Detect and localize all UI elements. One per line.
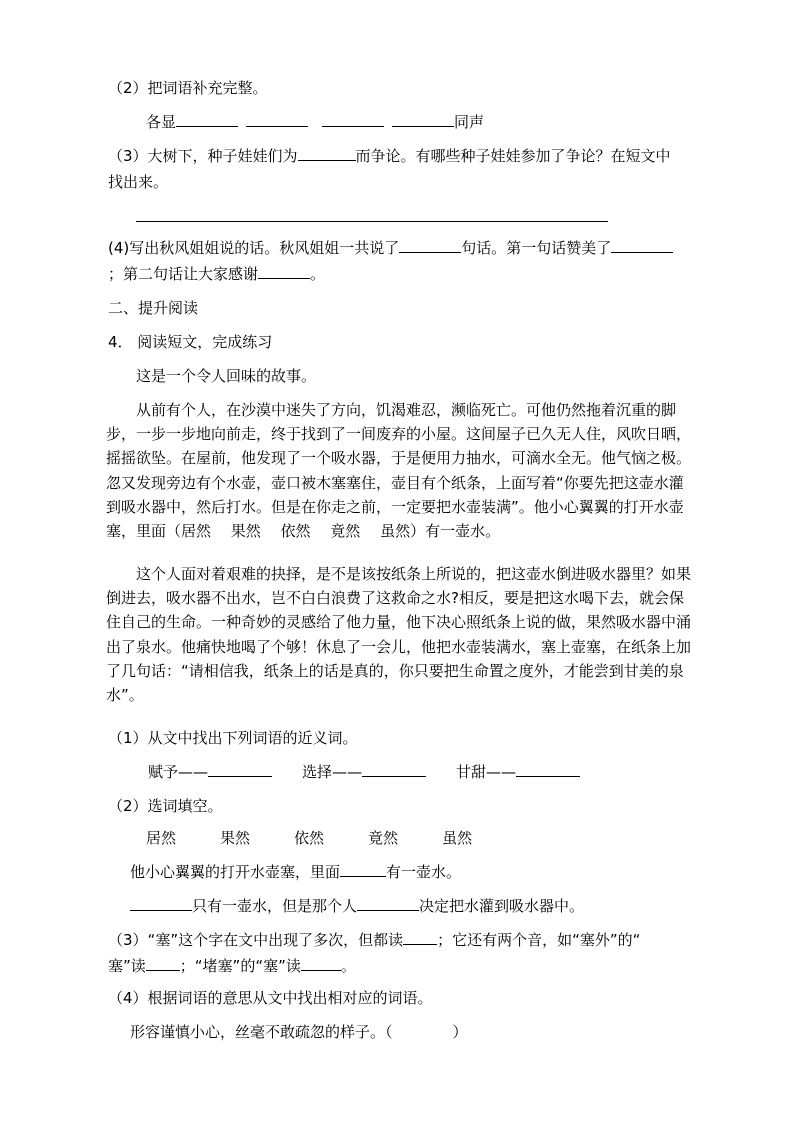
sentence-text: 有一壶水。: [386, 863, 462, 881]
blank[interactable]: [403, 930, 437, 945]
blank[interactable]: [611, 238, 673, 253]
answer-line[interactable]: [136, 221, 608, 222]
blank[interactable]: [176, 112, 238, 127]
sub4-line: 形容谨慎小心，丝毫不敢疏忽的样子。（ ）: [130, 1023, 468, 1041]
sub2-sentence-1: [130, 862, 461, 882]
sub4-label: （4）根据词语的意思从文中找出相对应的词语。: [108, 989, 433, 1007]
q2-fill-row: [146, 112, 484, 132]
blank[interactable]: [258, 264, 310, 279]
blank[interactable]: [246, 112, 308, 127]
blank[interactable]: [301, 956, 341, 971]
blank[interactable]: [130, 896, 192, 911]
sub3-text: 。: [340, 957, 356, 975]
q4-text-b: 句话。第一句话赞美了: [461, 239, 612, 257]
blank[interactable]: [322, 112, 384, 127]
option-word: 竟然: [368, 829, 399, 847]
blank[interactable]: [298, 146, 356, 161]
option-word: 虽然: [442, 829, 473, 847]
blank[interactable]: [208, 762, 272, 777]
q4-line2: [108, 264, 325, 284]
q3-text-b: 而争论。有哪些种子娃娃参加了争论？在短文中: [355, 147, 671, 165]
sub1-item: 甘甜——: [456, 763, 517, 781]
blank[interactable]: [362, 762, 426, 777]
story-paragraph-1: 从前有个人，在沙漠中迷失了方向，饥渴难忍，濒临死亡。可他仍然拖着沉重的脚步，一步一步地向前走，终于找到了一间废弃的小屋。这间屋子已久无人住，风吹日晒，摇摇欲坠。在屋前，他发现了一个吸水器，于是便用力抽水，可滴水全无。他气恼之极。忽又发现旁边有个水壶，壶口被木塞塞住，壶目有个纸条，上面写着“你要先把这壶水灌到吸水器中，然后打水。但是在你走之前，一定要把水壶装满”。他小心翼翼的打开水壶塞，里面（居然 果然 依然 竟然 虽然）有一壶水。: [106, 401, 692, 541]
q4-line1: [108, 238, 673, 258]
option-word: 果然: [220, 829, 251, 847]
blank[interactable]: [392, 112, 454, 127]
word-gexian: 各显: [146, 113, 177, 131]
sub1-item: 赋予——: [148, 763, 209, 781]
sub3-line1: [108, 930, 640, 950]
blank[interactable]: [340, 862, 386, 877]
sub1-label: （1）从文中找出下列词语的近义词。: [108, 729, 358, 747]
sub1-item: 选择——: [302, 763, 363, 781]
blank[interactable]: [516, 762, 580, 777]
section-title: 二、提升阅读: [108, 299, 199, 317]
blank[interactable]: [357, 896, 419, 911]
q3-line1: [108, 146, 671, 166]
sub3-text: ；它还有两个音，如“塞外”的“: [437, 931, 641, 949]
sub3-text: 塞”读: [108, 957, 146, 975]
blank[interactable]: [399, 238, 461, 253]
sub2-sentence-2: [130, 896, 584, 916]
story-intro: 这是一个令人回味的故事。: [136, 367, 317, 385]
option-word: 居然: [146, 829, 177, 847]
q3-text-a: （3）大树下，种子娃娃们为: [108, 147, 298, 165]
option-word: 依然: [294, 829, 325, 847]
question4-heading: 4． 阅读短文，完成练习: [108, 333, 273, 351]
sub3-text: ；“堵塞”的“塞”读: [179, 957, 301, 975]
sentence-text: 他小心翼翼的打开水壶塞，里面: [130, 863, 341, 881]
q2-label: （2）把词语补充完整。: [108, 79, 268, 97]
word-tongsheng: 同声: [454, 113, 485, 131]
sentence-text: 决定把水灌到吸水器中。: [419, 897, 585, 915]
q4-text-c: ；第二句话让大家感谢: [108, 265, 259, 283]
q4-text-d: 。: [310, 265, 326, 283]
sub3-line2: [108, 956, 356, 976]
sub2-options: [146, 828, 472, 848]
q4-text-a: (4)写出秋风姐姐说的话。秋风姐姐一共说了: [108, 239, 400, 257]
sub2-label: （2）选词填空。: [108, 797, 223, 815]
sentence-text: 只有一壶水，但是那个人: [192, 897, 358, 915]
sub1-row: [148, 762, 580, 782]
blank[interactable]: [146, 956, 180, 971]
story-paragraph-2: 这个人面对着艰难的抉择，是不是该按纸条上所说的，把这壶水倒进吸水器里？如果倒进去，吸水器不出水，岂不白白浪费了这救命之水?相反，要是把这水喝下去，就会保住自己的生命。一种奇妙的灵感给了他力量，他下决心照纸条上说的做，果然吸水器中涌出了泉水。他痛快地喝了个够！休息了一会儿，他把水壶装满水，塞上壶塞，在纸条上加了几句话：“请相信我，纸条上的话是真的，你只要把生命置之度外，才能尝到甘美的泉水”。: [106, 565, 692, 705]
q3-line2: 找出来。: [108, 173, 169, 191]
sub3-text: （3）“塞”这个字在文中出现了多次，但都读: [108, 931, 404, 949]
